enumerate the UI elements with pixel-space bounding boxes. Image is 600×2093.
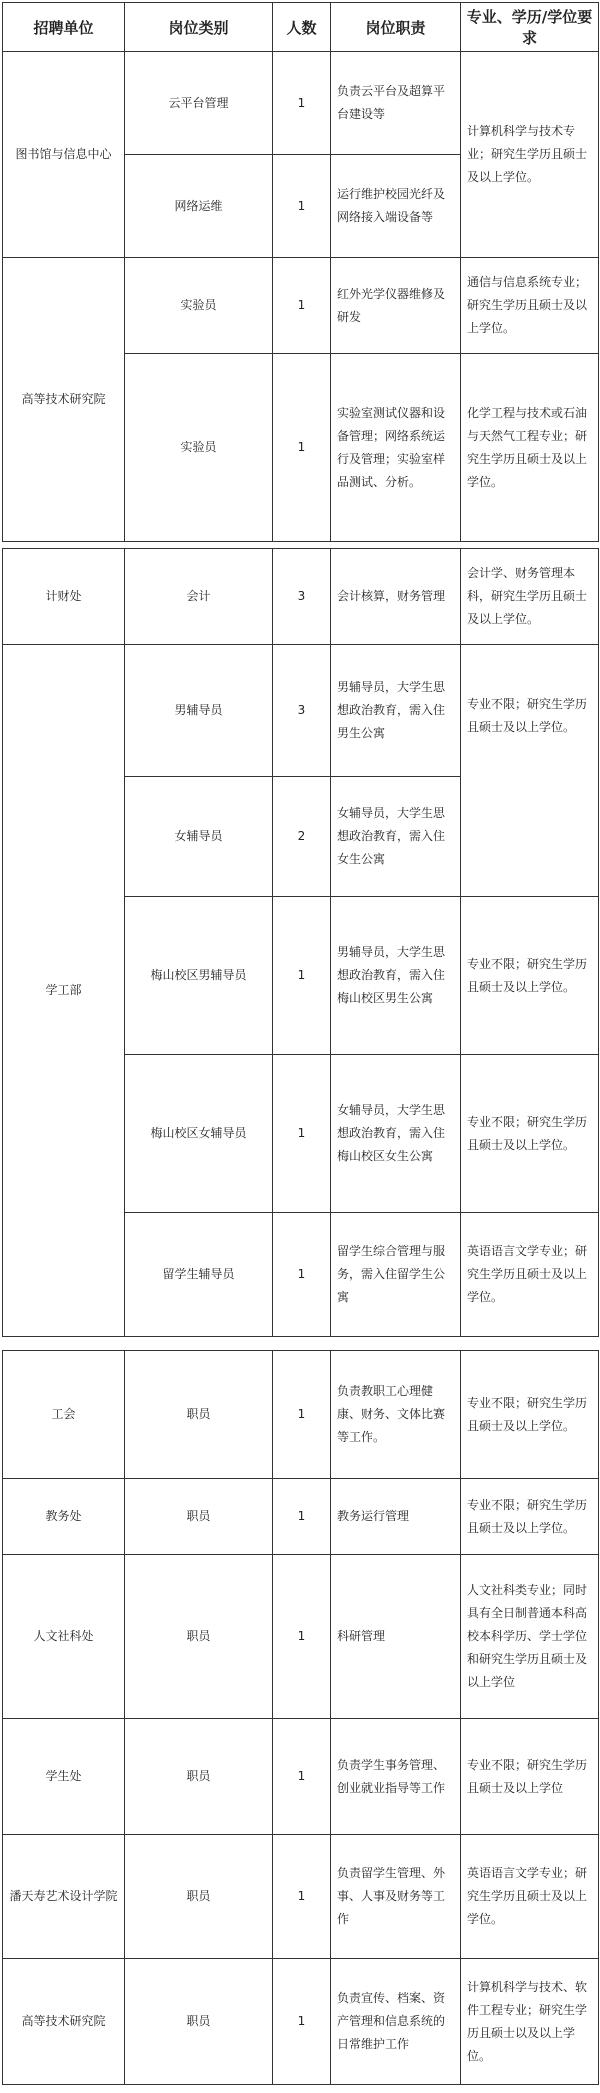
cell-duty: 留学生综合管理与服务，需入住留学生公寓 — [331, 1213, 461, 1337]
cell-requirement: 英语语言文学专业；研究生学历且硕士及以上学位。 — [461, 1835, 599, 1959]
header-category: 岗位类别 — [125, 3, 273, 52]
cell-count: 1 — [273, 1351, 331, 1479]
header-row — [3, 3, 599, 52]
table-row — [3, 258, 599, 354]
cell-requirement: 专业不限；研究生学历且硕士及以上学位。 — [461, 897, 599, 1055]
cell-category: 职员 — [125, 1479, 273, 1555]
cell-count: 1 — [273, 155, 331, 258]
cell-unit: 学工部 — [3, 645, 125, 1337]
cell-category: 留学生辅导员 — [125, 1213, 273, 1337]
cell-category: 职员 — [125, 1835, 273, 1959]
cell-unit: 计财处 — [3, 549, 125, 645]
header-unit: 招聘单位 — [3, 3, 125, 52]
cell-category: 会计 — [125, 549, 273, 645]
cell-requirement: 专业不限；研究生学历且硕士及以上学位。 — [461, 645, 599, 897]
cell-duty: 运行维护校园光纤及网络接入端设备等 — [331, 155, 461, 258]
cell-unit: 工会 — [3, 1351, 125, 1479]
cell-unit: 学生处 — [3, 1719, 125, 1835]
cell-count: 1 — [273, 258, 331, 354]
cell-count: 1 — [273, 1479, 331, 1555]
cell-duty: 男辅导员，大学生思想政治教育，需入住梅山校区男生公寓 — [331, 897, 461, 1055]
cell-requirement: 化学工程与技术或石油与天然气工程专业；研究生学历且硕士及以上学位。 — [461, 354, 599, 542]
cell-category: 梅山校区男辅导员 — [125, 897, 273, 1055]
cell-category: 职员 — [125, 1959, 273, 2085]
cell-requirement: 通信与信息系统专业；研究生学历且硕士及以上学位。 — [461, 258, 599, 354]
cell-duty: 教务运行管理 — [331, 1479, 461, 1555]
cell-requirement: 专业不限；研究生学历且硕士及以上学位。 — [461, 1055, 599, 1213]
cell-category: 实验员 — [125, 354, 273, 542]
cell-count: 1 — [273, 1959, 331, 2085]
cell-unit: 图书馆与信息中心 — [3, 52, 125, 258]
cell-unit: 教务处 — [3, 1479, 125, 1555]
cell-requirement: 计算机科学与技术专业；研究生学历且硕士及以上学位。 — [461, 52, 599, 258]
cell-requirement: 专业不限；研究生学历且硕士及以上学位。 — [461, 1479, 599, 1555]
cell-category: 实验员 — [125, 258, 273, 354]
header-requirement: 专业、学历/学位要求 — [461, 3, 599, 52]
cell-duty: 实验室测试仪器和设备管理；网络系统运行及管理；实验室样品测试、分析。 — [331, 354, 461, 542]
cell-category: 女辅导员 — [125, 777, 273, 897]
cell-count: 3 — [273, 645, 331, 777]
cell-duty: 女辅导员，大学生思想政治教育，需入住梅山校区女生公寓 — [331, 1055, 461, 1213]
cell-requirement: 英语语言文学专业；研究生学历且硕士及以上学位。 — [461, 1213, 599, 1337]
cell-count: 1 — [273, 1835, 331, 1959]
cell-duty: 负责学生事务管理、创业就业指导等工作 — [331, 1719, 461, 1835]
cell-requirement: 计算机科学与技术、软件工程专业；研究生学历且硕士以及以上学位。 — [461, 1959, 599, 2085]
cell-count: 2 — [273, 777, 331, 897]
cell-requirement: 会计学、财务管理本科，研究生学历且硕士及以上学位。 — [461, 549, 599, 645]
cell-requirement: 专业不限；研究生学历且硕士及以上学位。 — [461, 1351, 599, 1479]
cell-unit: 高等技术研究院 — [3, 1959, 125, 2085]
cell-duty: 科研管理 — [331, 1555, 461, 1719]
cell-duty: 负责教职工心理健康、财务、文体比赛等工作。 — [331, 1351, 461, 1479]
cell-duty: 负责云平台及超算平台建设等 — [331, 52, 461, 155]
table-row — [3, 1835, 599, 1959]
cell-duty: 负责宣传、档案、资产管理和信息系统的日常维护工作 — [331, 1959, 461, 2085]
header-duty: 岗位职责 — [331, 3, 461, 52]
cell-count: 1 — [273, 1555, 331, 1719]
table-row — [3, 549, 599, 645]
cell-duty: 男辅导员，大学生思想政治教育，需入住男生公寓 — [331, 645, 461, 777]
cell-category: 云平台管理 — [125, 52, 273, 155]
table-row — [3, 1351, 599, 1479]
cell-category: 梅山校区女辅导员 — [125, 1055, 273, 1213]
table-segment-3 — [2, 1350, 599, 2085]
cell-unit: 高等技术研究院 — [3, 258, 125, 542]
cell-requirement: 人文社科类专业；同时具有全日制普通本科高校本科学历、学士学位和研究生学历且硕士及以上学位 — [461, 1555, 599, 1719]
cell-unit: 潘天寿艺术设计学院 — [3, 1835, 125, 1959]
cell-count: 3 — [273, 549, 331, 645]
table-segment-1 — [2, 2, 599, 542]
cell-category: 男辅导员 — [125, 645, 273, 777]
cell-count: 1 — [273, 897, 331, 1055]
cell-duty: 女辅导员，大学生思想政治教育，需入住女生公寓 — [331, 777, 461, 897]
table-row — [3, 1479, 599, 1555]
header-count: 人数 — [273, 3, 331, 52]
cell-duty: 红外光学仪器维修及研发 — [331, 258, 461, 354]
cell-count: 1 — [273, 52, 331, 155]
table-row — [3, 1719, 599, 1835]
cell-category: 职员 — [125, 1351, 273, 1479]
cell-count: 1 — [273, 354, 331, 542]
cell-duty: 负责留学生管理、外事、人事及财务等工作 — [331, 1835, 461, 1959]
cell-count: 1 — [273, 1719, 331, 1835]
table-row — [3, 52, 599, 155]
cell-count: 1 — [273, 1055, 331, 1213]
cell-duty: 会计核算，财务管理 — [331, 549, 461, 645]
cell-count: 1 — [273, 1213, 331, 1337]
table-row — [3, 1959, 599, 2085]
cell-category: 职员 — [125, 1719, 273, 1835]
cell-category: 职员 — [125, 1555, 273, 1719]
cell-unit: 人文社科处 — [3, 1555, 125, 1719]
cell-category: 网络运维 — [125, 155, 273, 258]
cell-requirement: 专业不限；研究生学历且硕士及以上学位 — [461, 1719, 599, 1835]
table-row — [3, 645, 599, 777]
table-segment-2 — [2, 548, 599, 1337]
table-row — [3, 1555, 599, 1719]
